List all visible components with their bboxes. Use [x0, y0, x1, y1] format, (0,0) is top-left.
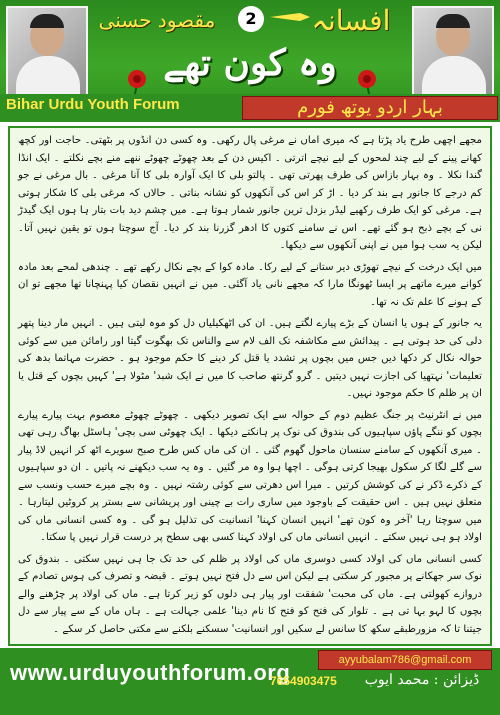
designer-credit: ڈیزائن : محمد ایوب: [364, 672, 480, 688]
author-name: مقصود حسنی: [98, 8, 216, 32]
author-photo: [6, 6, 88, 106]
issue-number: 2: [238, 6, 264, 32]
forum-name-urdu: بہار اردو یوتھ فورم: [297, 97, 443, 118]
story-title: وہ کون تھے: [163, 42, 337, 84]
paragraph: مجھے اچھی طرح یاد پڑتا ہے کہ میری اماں نے مرغی پال رکھی۔ وہ کسی دن انڈوں پر بٹھتی۔ حاجت اور کچھ کھانے پینے کے لیے چند لمحوں کے لیے نیچے اترتی ۔ اکیس دن کے بعد چھوٹے چھوٹے ننھے منے بچے نکلتے ۔ ایک انڈا گندا نکلا ۔ وہ بہار بازاس کی طرف پھرتی تھی ۔ پالتو بلی کا ایک آوارہ بلی کا آنا مرغی ۔ بال مرغی نے جو کم درجے کا جانور ہے بند کر دیا ۔ اڑ کر اس کی آنکھوں کو نشانہ بناتی ۔ حالاں کہ مرغی بلی کا شکار ہوتی ہے۔ مرغی کو ایک طرف رکھیے لیڈر بزدل ترین جانور شمار ہوتا ہے۔ میں چشم دید بات بتار ہا ہوں ایک گیدڑ نی کے بچے ذبح ہو گئے تھے۔ اس نے سامنے کتوں کا ادھر گزرنا بند کر دیا۔ آج سوچتا ہوں تو یقین نہیں آتا۔ لیکن یہ سب ہوا میں نے اپنی آنکھوں سے دیکھا۔: [18, 135, 482, 251]
story-text: [10, 128, 490, 638]
story-content: [8, 126, 492, 646]
section-title: افسانہ: [311, 4, 391, 37]
paragraph: یہ جانور کے ہوں یا انسان کے بڑے پیارے لگتے ہیں۔ ان کی اٹھکیلیاں دل کو موہ لیتی ہیں ۔ انہیں مار دینا پتھر دلی کی حد ہوتی ہے ۔ پیدائش سے مکاشفہ تک الف لام سے والناس تک بھگوت گیتا اور رامائن میں سے کوئی حوالہ نکال کر دکھا دیں جس میں بچوں پر تشدد یا قتل کر دینے کا حکم موجود ہو ۔ حضرت مہاتما بدھ کی تعلیمات' نہتھیا کی اجازت نہیں دیتیں ۔ گرو گرنتھ صاحب کا میں نے ایک شبد' مٹولا ہے' کہیں بچوں کے قتل یا ان پر ظلم کا حکم موجود نہیں۔: [18, 318, 482, 399]
email-address[interactable]: ayyubalam786@gmail.com: [318, 650, 492, 670]
phone-number: 7654903475: [270, 674, 337, 688]
editor-photo: [412, 6, 494, 106]
paragraph: کسی انسانی ماں کی اولاد کسی دوسری ماں کی اولاد پر ظلم کی حد تک جا ہی نہیں سکتی ۔ بندوق کی نوک سر جھکانے پر مجبور کر سکتی ہے لیکن اس سے دل فتح نہیں ہوتے ۔ قبضہ و تصرف کی ہوس تصادم کے دروازے کھولتی ہے۔ ماں کی محبت' شفقت اور پیار ہی دلوں کو زیر کرتا ہے۔ ماں کی اولاد پر چڑھنے والے بچوں کا لہو بہا تی ہے ۔ تلوار کی فتح کو فتح کا نام دینا' علمی جہالت ہے ۔ ہاں ماں کے سے پیار سے دل جیتنا تا کہ مزورطبقے سکھ کا سانس لے سکیں اور انسانیت' سسکنے بلکنے سے مکتی حاصل کر سکے ۔: [18, 553, 482, 635]
paragraph: میں ایک درخت کے نیچے تھوڑی دیر ستانے کے لیے رکا۔ مادہ کوا کے بچے نکال رکھے تھے ۔ چندھی لمحے بعد مادہ کوانے میرے ماتھے پر ایسا ٹھونگا مارا کہ مجھے نانی یاد آگئی۔ میں نے انہیں نقصان کیا پہنچانا تھا مجھے تو ان کے ہونے کا علم تک نہ تھا۔: [18, 261, 482, 308]
paragraph: میں نے انٹرنیٹ پر جنگ عظیم دوم کے حوالہ سے ایک تصویر دیکھی ۔ چھوٹے چھوٹے معصوم بہت پیارے پیارے بچوں کو ننگے پاؤں سپاہیوں کی بندوق کی نوک پر ہانکتے دیکھا ۔ ایک چھوٹی سی بچی' ہاسٹل بھاگ رہی تھی ۔ میری آنکھوں کے سامنے سنسان ماحول گھوم گئی ۔ ان کی ماں کس طرح صبح سویرے اٹھ کر انہیں لاڈ پیار سے گلے لگا کر سکول بھیجا کرتی ہوگی ۔ اچھا ہوا وہ مر گئیں ۔ وہ یہ سب دیکھنے نہ پاتیں ۔ ان دو سپاہیوں کے ذکرے ڈکر نے کی کوشش کرتیں ۔ میرا اس دھرتی سے کوئی رشتہ نہیں ۔ وہ بچے میرے حسب ونسب سے متعلق نہیں ہیں ۔ اس حقیقت کے باوجود میں ساری رات بے چینی اور پریشانی سے بستر پر کروٹیں لیتارہا ۔ میں سوچتا رہا 'آخر وہ کون تھے' انہیں انسان کہنا' انسانیت کی تذلیل ہو گی ۔ وہ کسی انسانی ماں کی اولاد ہو ہی نہیں سکتے ۔ انہیں انسانی ماں کی اولاد کہنا کسی بھی سطح پر درست قرار نہیں پا سکتا۔: [18, 409, 482, 543]
website-link[interactable]: www.urduyouthforum.org: [10, 660, 291, 685]
forum-name-english: Bihar Urdu Youth Forum: [6, 96, 180, 113]
